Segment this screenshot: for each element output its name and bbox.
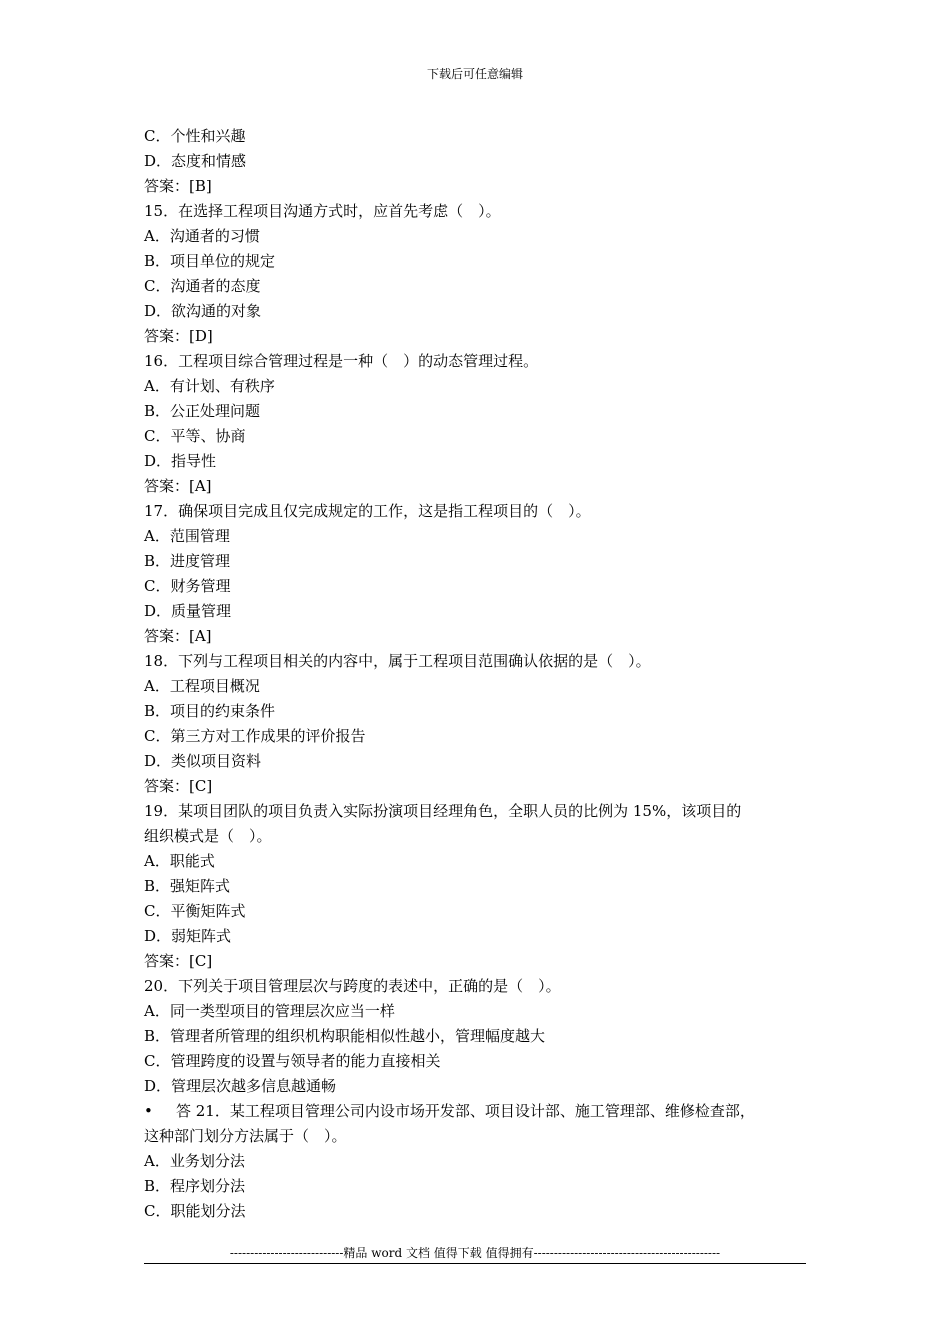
option-line: C．沟通者的态度 [144,277,261,295]
option-line: A．范围管理 [144,527,230,545]
question-21-text: 答 21．某工程项目管理公司内设市场开发部、项目设计部、施工管理部、维修检查部， [176,1102,755,1120]
question-19: 19．某项目团队的项目负责入实际扮演项目经理角色，全职人员的比例为 15%，该项目的 [144,802,742,820]
option-line: D．指导性 [144,452,217,470]
document-body [144,124,816,1224]
question-21-continued: 这种部门划分方法属于（ ）。 [144,1127,347,1145]
option-line: B．项目单位的规定 [144,252,276,270]
option-line: A．业务划分法 [144,1152,245,1170]
question-17: 17．确保项目完成且仅完成规定的工作，这是指工程项目的（ ）。 [144,502,591,520]
option-line: C．财务管理 [144,577,231,595]
option-line: D．态度和情感 [144,152,247,170]
option-line: C．平等、协商 [144,427,246,445]
option-line: A．有计划、有秩序 [144,377,275,395]
option-line: A．工程项目概况 [144,677,260,695]
question-20: 20．下列关于项目管理层次与跨度的表述中，正确的是（ ）。 [144,977,561,995]
answer-line: 答案：[B] [144,177,212,195]
option-line: D．欲沟通的对象 [144,302,262,320]
option-line: D．管理层次越多信息越通畅 [144,1077,337,1095]
option-line: C．第三方对工作成果的评价报告 [144,727,366,745]
answer-line: 答案：[A] [144,627,212,645]
answer-line: 答案：[D] [144,327,213,345]
answer-line: 答案：[C] [144,952,213,970]
answer-line: 答案：[C] [144,777,213,795]
option-line: D．质量管理 [144,602,232,620]
option-line: B．程序划分法 [144,1177,246,1195]
question-15: 15．在选择工程项目沟通方式时，应首先考虑（ ）。 [144,202,501,220]
option-line: B．公正处理问题 [144,402,261,420]
option-line: A．同一类型项目的管理层次应当一样 [144,1002,395,1020]
page-footer: ----------------------------精品 word 文档 值得下载 值得拥有---------------------------------------------- [229,1246,721,1260]
option-line: D．弱矩阵式 [144,927,232,945]
answer-line: 答案：[A] [144,477,212,495]
option-line: B．项目的约束条件 [144,702,276,720]
option-line: C．平衡矩阵式 [144,902,246,920]
option-line: B．进度管理 [144,552,231,570]
option-line: D．类似项目资料 [144,752,262,770]
footer-divider [144,1263,806,1264]
question-21 [144,1099,816,1124]
option-line: A．沟通者的习惯 [144,227,260,245]
option-line: C．个性和兴趣 [144,127,246,145]
page-header: 下载后可任意编辑 [426,67,523,81]
question-19-continued: 组织模式是（ ）。 [144,827,272,845]
option-line: C．职能划分法 [144,1202,246,1220]
option-line: A．职能式 [144,852,215,870]
question-18: 18．下列与工程项目相关的内容中，属于工程项目范围确认依据的是（ ）。 [144,652,651,670]
option-line: B．强矩阵式 [144,877,231,895]
bullet-icon: • [144,1102,153,1120]
option-line: C．管理跨度的设置与领导者的能力直接相关 [144,1052,441,1070]
option-line: B．管理者所管理的组织机构职能相似性越小，管理幅度越大 [144,1027,546,1045]
question-16: 16．工程项目综合管理过程是一种（ ）的动态管理过程。 [144,352,539,370]
